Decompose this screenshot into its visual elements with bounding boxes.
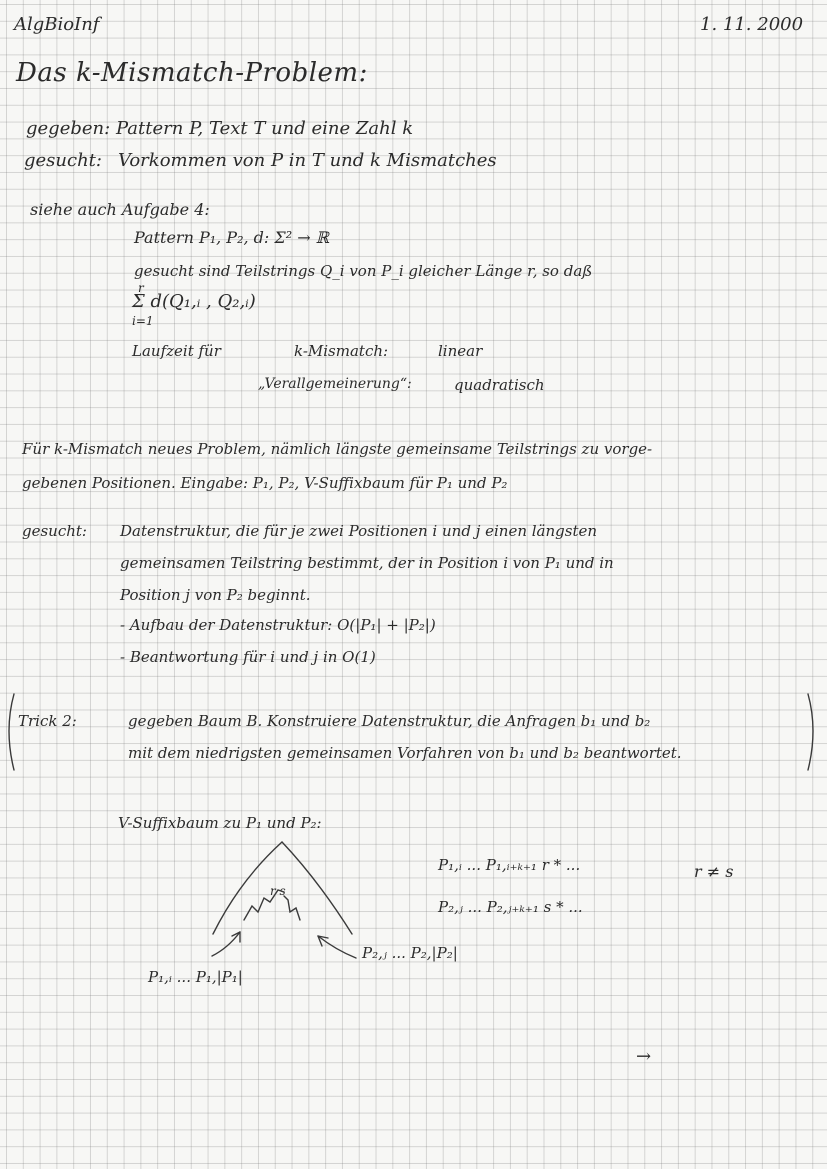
suffix-string-2: P₂,ⱼ ... P₂,ⱼ₊ₖ₊₁ s * ... xyxy=(438,898,583,916)
datastructure-line-1: Datenstruktur, die für je zwei Positionen i und j einen längsten xyxy=(120,522,598,540)
page-title: Das k-Mismatch-Problem: xyxy=(16,58,368,88)
runtime-generalization: „Verallgemeinerung“: xyxy=(258,376,412,392)
left-leaf-arrow xyxy=(212,932,240,956)
sum-lower-bound: i=1 xyxy=(132,314,154,328)
date-header: 1. 11. 2000 xyxy=(700,14,804,35)
given-label: gegeben: xyxy=(26,118,111,139)
runtime-kmismatch: k-Mismatch: xyxy=(294,342,389,360)
tree-right-leaf-label: P₂,ⱼ ... P₂,|P₂| xyxy=(362,944,458,962)
suffixtree-heading: V-Suffixbaum zu P₁ und P₂: xyxy=(118,814,322,832)
suffix-string-1: P₁,ᵢ ... P₁,ᵢ₊ₖ₊₁ r * ... xyxy=(438,856,581,874)
continue-arrow: → xyxy=(636,1046,652,1067)
right-bracket xyxy=(808,694,813,770)
runtime-label: Laufzeit für xyxy=(132,342,221,360)
tree-right-edge xyxy=(282,842,352,934)
trick-line-1: gegeben Baum B. Konstruiere Datenstruktur, die Anfragen b₁ und b₂ xyxy=(128,712,651,730)
tree-path-right xyxy=(284,896,300,920)
tree-path-left xyxy=(244,890,284,920)
sought-text: Vorkommen von P in T und k Mismatches xyxy=(118,150,497,171)
sought-label: gesucht: xyxy=(24,150,102,171)
runtime-linear: linear xyxy=(438,342,483,360)
task4-heading: siehe auch Aufgabe 4: xyxy=(30,200,210,219)
subproblem-line-2: gebenen Positionen. Eingabe: P₁, P₂, V-Suffixbaum für P₁ und P₂ xyxy=(22,474,508,492)
tree-node-label: r s xyxy=(270,884,286,898)
task4-pattern-line: Pattern P₁, P₂, d: Σ² → ℝ xyxy=(134,228,329,247)
runtime-quadratic: quadratisch xyxy=(454,376,545,394)
trick-line-2: mit dem niedrigsten gemeinsamen Vorfahren von b₁ und b₂ beantwortet. xyxy=(128,744,682,762)
datastructure-bullet-2: - Beantwortung für i und j in O(1) xyxy=(120,648,376,666)
datastructure-bullet-1: - Aufbau der Datenstruktur: O(|P₁| + |P₂|) xyxy=(120,616,436,634)
sum-upper-bound: r xyxy=(138,281,144,295)
course-header: AlgBioInf xyxy=(14,14,100,35)
trick-label: Trick 2: xyxy=(18,712,77,730)
right-leaf-arrow xyxy=(318,936,356,958)
task4-sought-line: gesucht sind Teilstrings Q_i von P_i gleicher Länge r, so daß xyxy=(134,262,593,280)
left-bracket xyxy=(9,694,14,770)
subproblem-line-1: Für k-Mismatch neues Problem, nämlich längste gemeinsame Teilstrings zu vorge- xyxy=(22,440,653,458)
r-neq-s: r ≠ s xyxy=(694,862,734,881)
sum-expression: Σ d(Q₁,ᵢ , Q₂,ᵢ) xyxy=(132,291,256,312)
datastructure-line-2: gemeinsamen Teilstring bestimmt, der in Position i von P₁ und in xyxy=(120,554,614,572)
given-text: Pattern P, Text T und eine Zahl k xyxy=(116,118,414,139)
tree-left-edge xyxy=(213,842,282,934)
datastructure-line-3: Position j von P₂ beginnt. xyxy=(120,586,311,604)
datastructure-label: gesucht: xyxy=(22,522,87,540)
tree-left-leaf-label: P₁,ᵢ ... P₁,|P₁| xyxy=(148,968,243,986)
